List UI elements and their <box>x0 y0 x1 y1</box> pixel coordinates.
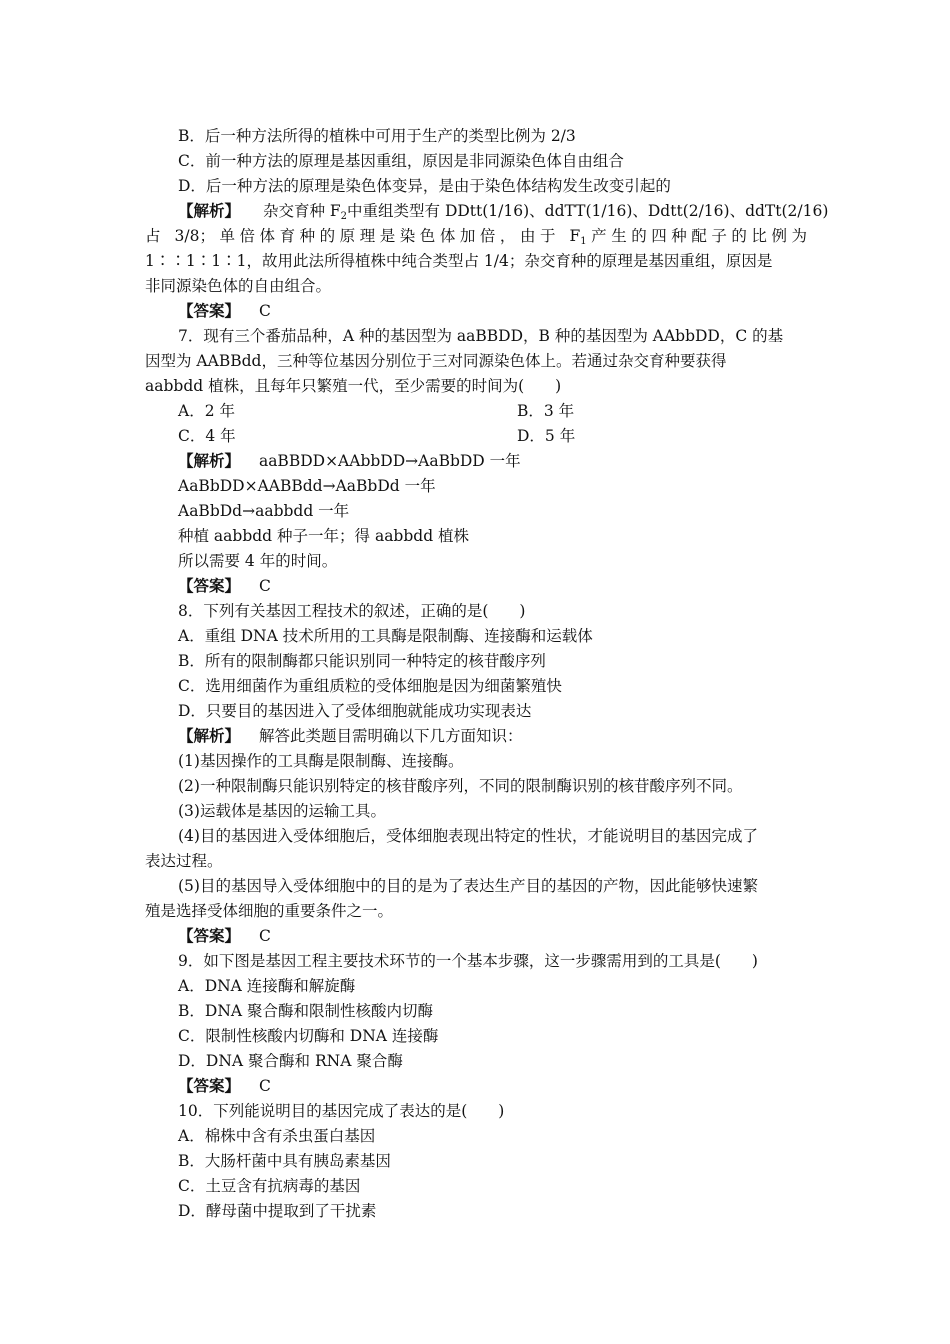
q8-point-2: (2)一种限制酶只能识别特定的核苷酸序列，不同的限制酶识别的核苷酸序列不同。 <box>178 777 743 795</box>
q8-option-c: C．选用细菌作为重组质粒的受体细胞是因为细菌繁殖快 <box>178 677 562 695</box>
answer-value: C <box>258 927 271 945</box>
q9-option-d: D．DNA 聚合酶和 RNA 聚合酶 <box>178 1052 403 1070</box>
q9-option-c: C．限制性核酸内切酶和 DNA 连接酶 <box>178 1027 439 1045</box>
q6-analysis-line-1: 【解析】 杂交育种 $F_2$中重组类型有 DDtt(1/16)、ddTT(1/16)、Ddtt(2/16)、ddTt(2/16) <box>178 201 829 222</box>
q6-option-c: C．前一种方法的原理是基因重组，原因是非同源染色体自由组合 <box>178 152 624 170</box>
q8-option-d: D．只要目的基因进入了受体细胞就能成功实现表达 <box>178 702 532 720</box>
q8-point-3: (3)运载体是基因的运输工具。 <box>178 802 386 820</box>
q9-option-b: B．DNA 聚合酶和限制性核酸内切酶 <box>178 1002 434 1020</box>
q8-answer <box>178 926 271 946</box>
q7-option-c: C．4 年 <box>178 427 236 445</box>
q8-stem: 8．下列有关基因工程技术的叙述，正确的是( ) <box>178 602 526 620</box>
q7-analysis-line-5: 所以需要 4 年的时间。 <box>178 552 338 570</box>
answer-value: C <box>258 577 271 595</box>
q8-option-a: A．重组 DNA 技术所用的工具酶是限制酶、连接酶和运载体 <box>178 627 593 645</box>
q7-analysis-line-1: 【解析】 aaBBDD×AAbbDD→AaBbDD 一年 <box>178 451 521 470</box>
q8-point-4: (4)目的基因进入受体细胞后，受体细胞表现出特定的性状，才能说明目的基因完成了 <box>178 827 758 845</box>
answer-value: C <box>258 302 271 320</box>
q7-stem-line-3: aabbdd 植株，且每年只繁殖一代，至少需要的时间为( ) <box>145 377 562 395</box>
q6-analysis-line-3: 1∶∶1∶1∶1，故用此法所得植株中纯合类型占 1/4；杂交育种的原理是基因重组，原因是 <box>145 252 773 270</box>
q8-point-1: (1)基因操作的工具酶是限制酶、连接酶。 <box>178 752 464 770</box>
q10-option-b: B．大肠杆菌中具有胰岛素基因 <box>178 1152 391 1170</box>
q8-point-4-cont: 表达过程。 <box>145 852 223 870</box>
q8-analysis-intro: 【解析】 解答此类题目需明确以下几方面知识： <box>178 726 523 745</box>
analysis-tag: 【解析】 <box>178 201 241 220</box>
q6-answer <box>178 301 271 321</box>
q6-option-b: B．后一种方法所得的植株中可用于生产的类型比例为 2/3 <box>178 127 576 145</box>
q9-answer <box>178 1076 271 1096</box>
q7-answer <box>178 576 271 596</box>
answer-tag: 【答案】 <box>178 1076 241 1095</box>
answer-value: C <box>258 1077 271 1095</box>
q9-stem: 9．如下图是基因工程主要技术环节的一个基本步骤，这一步骤需用到的工具是( ) <box>178 952 758 970</box>
q9-option-a: A．DNA 连接酶和解旋酶 <box>178 977 356 995</box>
q7-stem-line-1: 7．现有三个番茄品种，A 种的基因型为 aaBBDD，B 种的基因型为 AAbbDD，C 的基 <box>178 327 784 345</box>
q7-analysis-line-2: AaBbDD×AABBdd→AaBbDd 一年 <box>178 477 436 495</box>
q10-stem: 10．下列能说明目的基因完成了表达的是( ) <box>178 1102 505 1120</box>
q8-option-b: B．所有的限制酶都只能识别同一种特定的核苷酸序列 <box>178 652 546 670</box>
answer-tag: 【答案】 <box>178 926 241 945</box>
q8-point-5: (5)目的基因导入受体细胞中的目的是为了表达生产目的基因的产物，因此能够快速繁 <box>178 877 758 895</box>
q10-option-d: D．酵母菌中提取到了干扰素 <box>178 1202 377 1220</box>
answer-tag: 【答案】 <box>178 576 241 595</box>
q7-option-d: D．5 年 <box>517 427 576 445</box>
q7-analysis-line-4: 种植 aabbdd 种子一年；得 aabbdd 植株 <box>178 527 470 545</box>
q8-point-5-cont: 殖是选择受体细胞的重要条件之一。 <box>145 902 394 920</box>
q7-option-a: A．2 年 <box>178 402 235 420</box>
q10-option-c: C．土豆含有抗病毒的基因 <box>178 1177 361 1195</box>
analysis-tag: 【解析】 <box>178 726 241 745</box>
q6-option-d: D．后一种方法的原理是染色体变异，是由于染色体结构发生改变引起的 <box>178 177 671 195</box>
q10-option-a: A．棉株中含有杀虫蛋白基因 <box>178 1127 376 1145</box>
q7-stem-line-2: 因型为 AABBdd，三种等位基因分别位于三对同源染色体上。若通过杂交育种要获得 <box>145 352 727 370</box>
q6-analysis-line-2: 占 3/8；单倍体育种的原理是染色体加倍，由于 $F_1$产生的四种配子的比例为 <box>145 227 807 247</box>
q6-analysis-line-4: 非同源染色体的自由组合。 <box>145 277 332 295</box>
q7-analysis-line-3: AaBbDd→aabbdd 一年 <box>178 502 350 520</box>
answer-tag: 【答案】 <box>178 301 241 320</box>
q7-option-b: B．3 年 <box>517 402 575 420</box>
analysis-tag: 【解析】 <box>178 451 241 470</box>
